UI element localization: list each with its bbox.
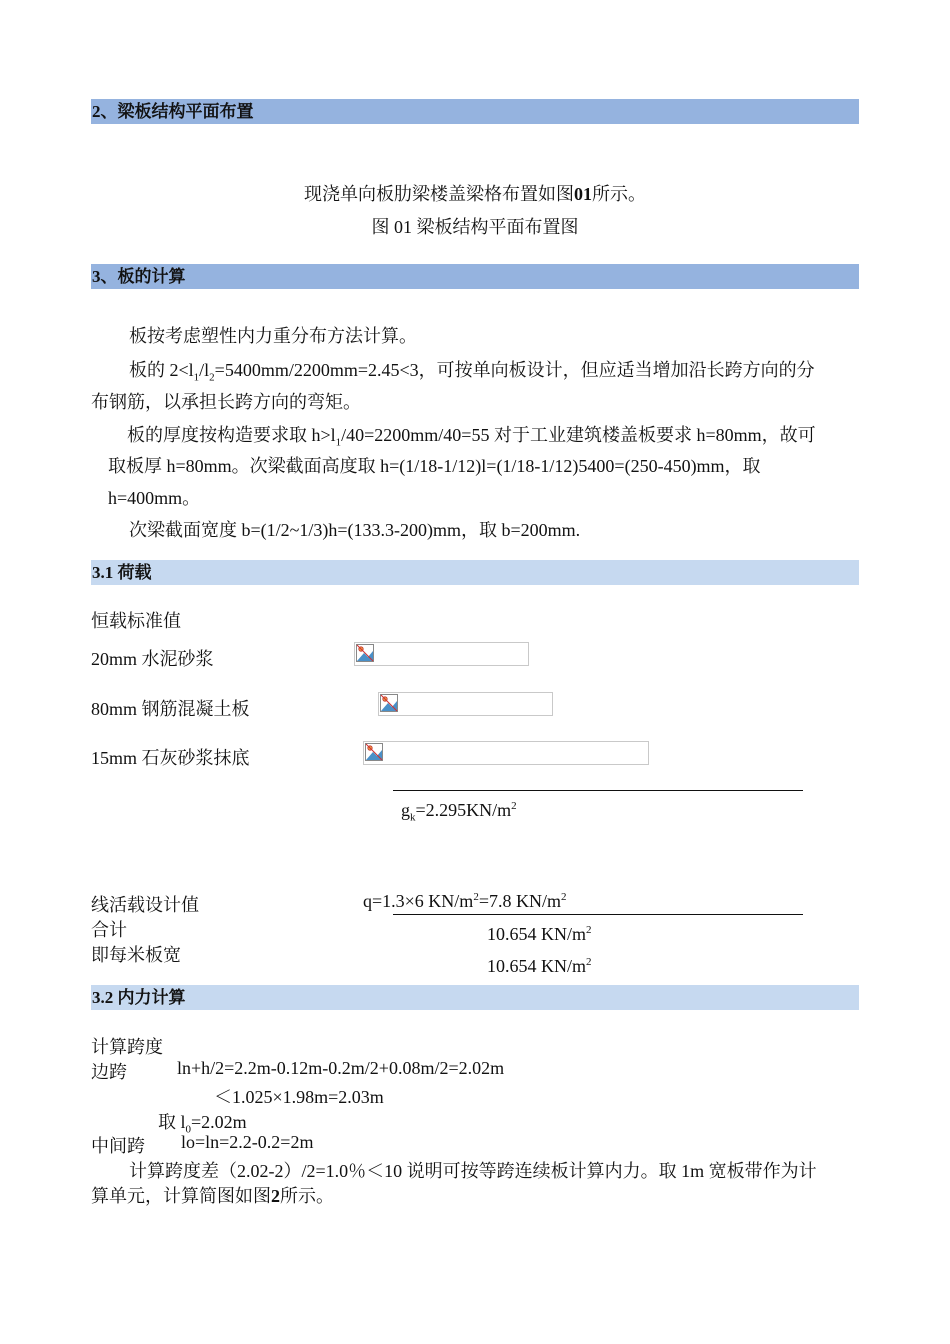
paragraph-method: 板按考虑塑性内力重分布方法计算。 (129, 326, 417, 346)
text: g (401, 800, 410, 820)
figure-caption: 图 01 梁板结构平面布置图 (371, 217, 579, 237)
paragraph-thickness-cont: 取板厚 h=80mm。次梁截面高度取 h=(1/18-1/12)l=(1/18-1/12)5400=(250-450)mm，取 (108, 456, 761, 476)
span-diff-text: 计算跨度差（2.02-2）/2=1.0％＜10 说明可按等跨连续板计算内力。取 1m 宽板带作为计 (129, 1161, 817, 1181)
text: 板的 2<l (129, 360, 194, 380)
text: 取 l (158, 1112, 186, 1132)
sum-rule (393, 914, 803, 915)
paragraph-beam-width: 次梁截面宽度 b=(1/2~1/3)h=(133.3-200)mm，取 b=200mm. (129, 520, 581, 540)
text: 10.654 KN/m (487, 956, 586, 976)
layout-description (0, 180, 950, 206)
section-heading-2: 2、梁板结构平面布置 (91, 99, 859, 124)
edge-span-label: 边跨 (91, 1062, 127, 1082)
paragraph-ratio (129, 356, 815, 384)
superscript: 2 (586, 924, 592, 936)
per-meter-value (487, 956, 592, 977)
text: =2.02m (191, 1112, 247, 1132)
paragraph-thickness (127, 421, 816, 449)
section-heading-3-2: 3.2 内力计算 (91, 985, 859, 1010)
load-item-slab: 80mm 钢筋混凝土板 (91, 699, 250, 719)
formula-image-placeholder (363, 741, 649, 765)
superscript: 2 (473, 891, 479, 903)
text: =7.8 KN/m (478, 891, 561, 911)
text: 所示。 (592, 184, 646, 204)
text: 所示。 (280, 1186, 334, 1206)
text: 10.654 KN/m (487, 924, 586, 944)
subscript: 2 (209, 371, 215, 384)
paragraph-ratio-cont: 布钢筋，以承担长跨方向的弯矩。 (91, 392, 361, 412)
subscript: 1 (335, 436, 342, 449)
dead-load-total (401, 800, 517, 824)
broken-image-icon (365, 743, 383, 761)
broken-image-icon (380, 694, 398, 712)
text: 现浇单向板肋梁楼盖梁格布置如图 (304, 184, 574, 204)
dead-load-title: 恒载标准值 (91, 611, 181, 631)
section-heading-3: 3、板的计算 (91, 264, 859, 289)
live-load-value (363, 891, 566, 912)
formula-image-placeholder (378, 692, 553, 716)
text: /l (199, 360, 210, 380)
load-item-mortar: 20mm 水泥砂浆 (91, 649, 214, 669)
live-load-label: 线活载设计值 (91, 895, 199, 915)
mid-span-formula: lo=ln=2.2-0.2=2m (181, 1132, 314, 1152)
superscript: 2 (586, 956, 592, 968)
figure-number: 2 (271, 1186, 280, 1206)
formula-image-placeholder (354, 642, 529, 666)
total-value (487, 924, 592, 945)
superscript: 2 (511, 800, 517, 812)
text: /40=2200mm/40=55 对于工业建筑楼盖板要求 h=80mm，故可 (341, 425, 816, 445)
text: =2.295KN/m (415, 800, 512, 820)
total-label: 合计 (91, 920, 127, 940)
subscript: k (410, 811, 416, 824)
section-heading-3-1: 3.1 荷载 (91, 560, 859, 585)
span-diff-text-cont (91, 1182, 334, 1208)
sum-rule (393, 790, 803, 791)
mid-span-label: 中间跨 (91, 1136, 145, 1156)
text: 板的厚度按构造要求取 h>l (127, 425, 336, 445)
edge-span-compare: ＜1.025×1.98m=2.03m (214, 1087, 384, 1107)
figure-number: 01 (574, 184, 592, 204)
subscript: 1 (193, 371, 200, 384)
per-meter-label: 即每米板宽 (91, 945, 181, 965)
edge-span-formula: ln+h/2=2.2m-0.12m-0.2m/2+0.08m/2=2.02m (177, 1058, 505, 1078)
broken-image-icon (356, 644, 374, 662)
text: 算单元，计算简图如图 (91, 1186, 271, 1206)
text: q=1.3×6 KN/m (363, 891, 474, 911)
paragraph-thickness-cont2: h=400mm。 (108, 488, 201, 508)
load-item-plaster: 15mm 石灰砂浆抹底 (91, 748, 250, 768)
superscript: 2 (560, 891, 567, 903)
text: =5400mm/2200mm=2.45<3，可按单向板设计，但应适当增加沿长跨方向的分 (214, 360, 815, 380)
span-title: 计算跨度 (91, 1037, 163, 1057)
subscript: 0 (185, 1123, 192, 1136)
